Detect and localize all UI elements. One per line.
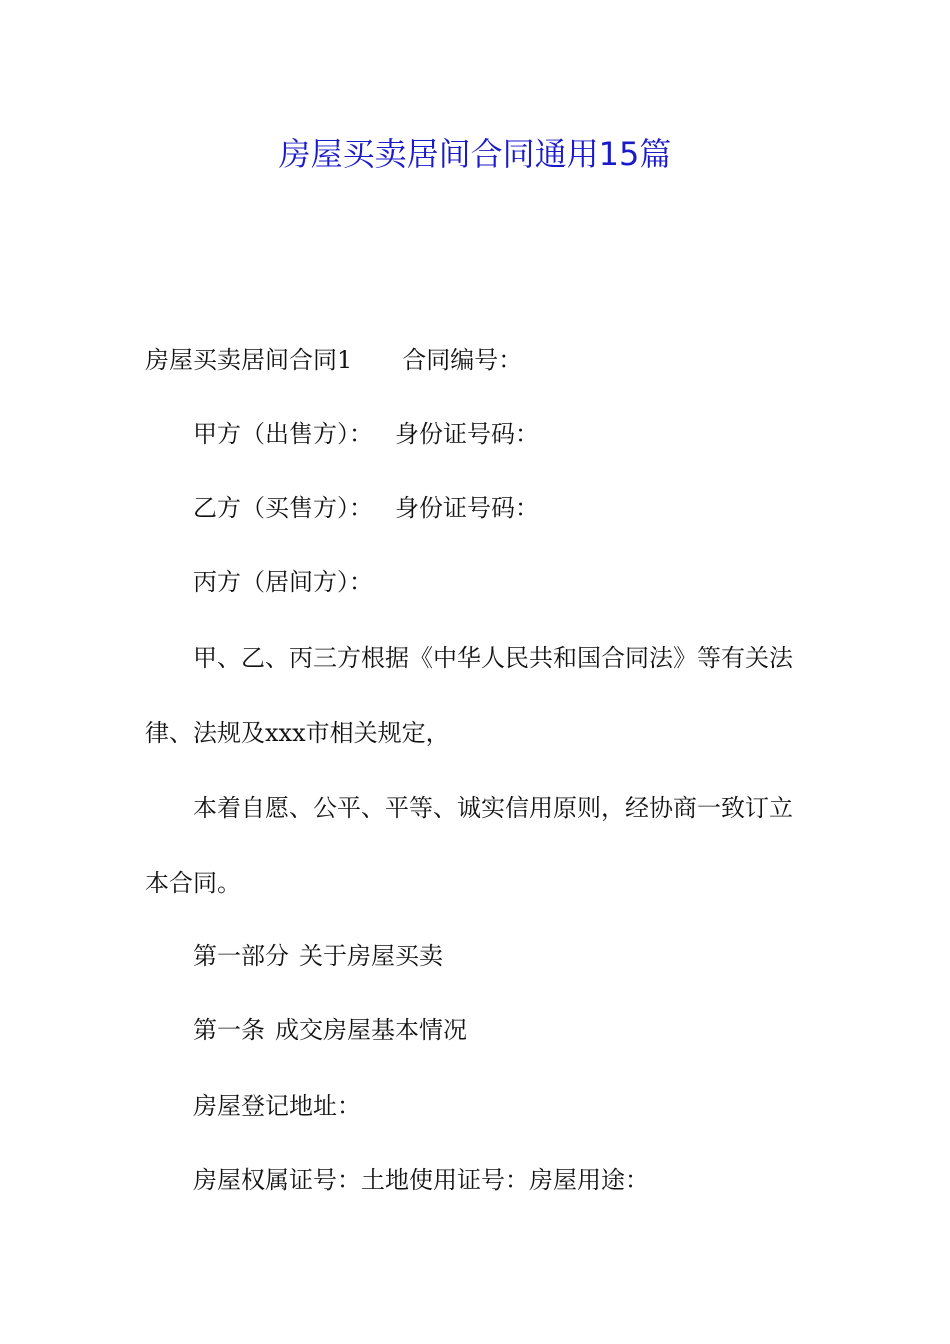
part-one-heading bbox=[193, 938, 443, 974]
address-field: 房屋登记地址： bbox=[193, 1092, 361, 1120]
paragraph-line: 本着自愿、公平、平等、诚实信用原则，经协商一致订立 bbox=[193, 794, 793, 822]
party-b-line bbox=[193, 490, 539, 526]
contract-header-line bbox=[145, 342, 522, 378]
part-one-number: 第一部分 bbox=[193, 942, 289, 970]
article-one-number: 第一条 bbox=[193, 1016, 265, 1044]
paragraph-line: 甲、乙、丙三方根据《中华人民共和国合同法》等有关法 bbox=[193, 644, 793, 672]
cert-fields-line bbox=[193, 1162, 649, 1198]
document-title: 房屋买卖居间合同通用15篇 bbox=[278, 135, 672, 173]
article-one-title: 成交房屋基本情况 bbox=[275, 1016, 467, 1044]
ownership-cert-field: 房屋权属证号： bbox=[193, 1166, 361, 1194]
party-b-id-label: 身份证号码： bbox=[395, 494, 539, 522]
party-c-label: 丙方（居间方）： bbox=[193, 568, 373, 596]
party-c-line bbox=[193, 564, 373, 600]
contract-name: 房屋买卖居间合同1 bbox=[145, 346, 353, 374]
party-a-label: 甲方（出售方）： bbox=[193, 420, 373, 448]
article-one-heading bbox=[193, 1012, 467, 1048]
usage-field: 房屋用途： bbox=[529, 1166, 649, 1194]
paragraph-line: 律、法规及xxx市相关规定， bbox=[145, 719, 450, 747]
party-b-label: 乙方（买售方）： bbox=[193, 494, 373, 522]
paragraph-line: 本合同。 bbox=[145, 869, 241, 897]
land-cert-field: 土地使用证号： bbox=[361, 1166, 529, 1194]
contract-number-label: 合同编号： bbox=[402, 346, 523, 374]
part-one-title: 关于房屋买卖 bbox=[299, 942, 443, 970]
party-a-line bbox=[193, 416, 539, 452]
party-a-id-label: 身份证号码： bbox=[395, 420, 539, 448]
